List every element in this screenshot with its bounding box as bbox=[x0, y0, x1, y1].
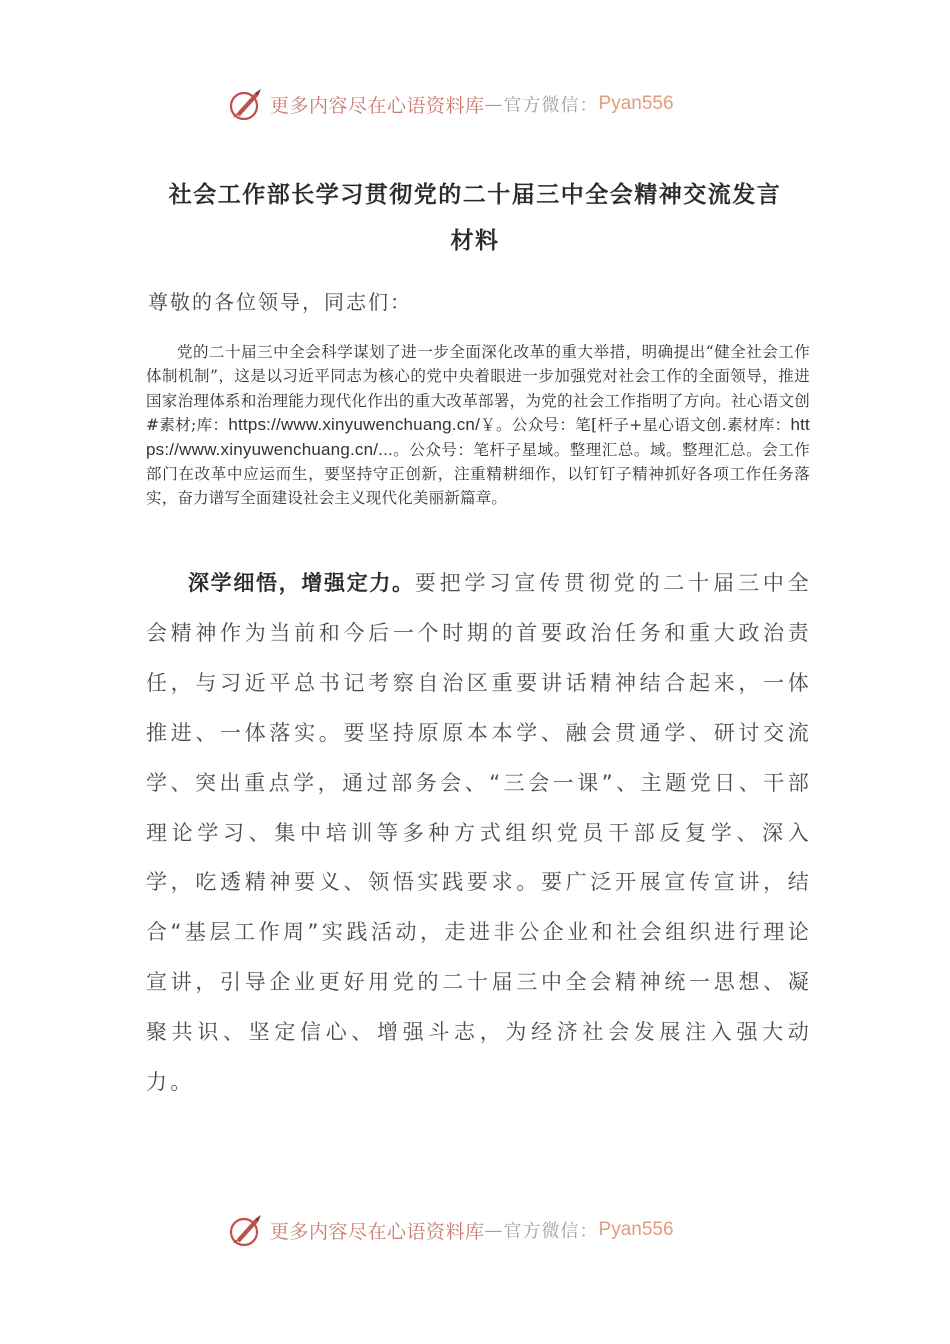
header-banner bbox=[228, 84, 748, 124]
intro-text-2: ￥。公众号：笔[杆子+星心语文创.素材库： bbox=[480, 416, 791, 435]
intro-url-2: https://www.xinyuwenchuang.cn/... bbox=[146, 415, 810, 459]
title-line-1: 社会工作部长学习贯彻党的二十届三中全会精神交流发言 bbox=[168, 181, 782, 208]
section-paragraph bbox=[146, 559, 812, 1108]
banner-wechat-handle: Pyan556 bbox=[598, 1219, 674, 1240]
banner-wechat-label: 官方微信： bbox=[503, 95, 599, 116]
banner-wechat-handle: Pyan556 bbox=[598, 93, 674, 114]
salutation: 尊敬的各位领导，同志们： bbox=[148, 290, 412, 314]
banner-wechat-label: 官方微信： bbox=[503, 1221, 599, 1242]
section-heading: 深学细悟，增强定力。 bbox=[188, 571, 415, 595]
banner-dash: — bbox=[484, 93, 504, 115]
intro-text-3: 。公众号：笔杆子星域。整理汇总。域。整理汇总。会工作部门在改革中应运而生，要坚持守正创新，注重精耕细作，以钉钉子精神抓好各项工作任务落实，奋力谱写全面建设社会主义现代化美丽新篇章。 bbox=[146, 440, 810, 508]
footer-banner bbox=[228, 1210, 748, 1250]
title-line-2: 材料 bbox=[450, 227, 500, 254]
intro-text-1: 党的二十届三中全会科学谋划了进一步全面深化改革的重大举措，明确提出“健全社会工作体制机制”，这是以习近平同志为核心的党中央着眼进一步加强党对社会工作的全面领导，推进国家治理体系和治理能力现代化作出的重大改革部署，为党的社会工作指明了方向。社心语文创#素材;库： bbox=[146, 343, 810, 435]
document-title bbox=[140, 172, 810, 264]
intro-paragraph bbox=[146, 340, 810, 511]
banner-dash: — bbox=[484, 1219, 504, 1241]
intro-url-1: https://www.xinyuwenchuang.cn/ bbox=[228, 415, 480, 435]
banner-lead-text: 更多内容尽在心语资料库 bbox=[270, 94, 485, 117]
quill-pen-logo-icon bbox=[228, 1212, 264, 1248]
section-text: 要把学习宣传贯彻党的二十届三中全会精神作为当前和今后一个时期的首要政治任务和重大政治责任，与习近平总书记考察自治区重要讲话精神结合起来，一体推进、一体落实。要坚持原原本本学、融会贯通学、研讨交流学、突出重点学，通过部务会、“三会一课”、主题党日、干部理论学习、集中培训等多种方式组织党员干部反复学、深入学，吃透精神要义、领悟实践要求。要广泛开展宣传宣讲，结合“基层工作周”实践活动，走进非公企业和社会组织进行理论宣讲，引导企业更好用党的二十届三中全会精神统一思想、凝聚共识、坚定信心、增强斗志，为经济社会发展注入强大动力。 bbox=[146, 571, 812, 1095]
quill-pen-logo-icon bbox=[228, 86, 264, 122]
banner-lead-text: 更多内容尽在心语资料库 bbox=[270, 1220, 485, 1243]
